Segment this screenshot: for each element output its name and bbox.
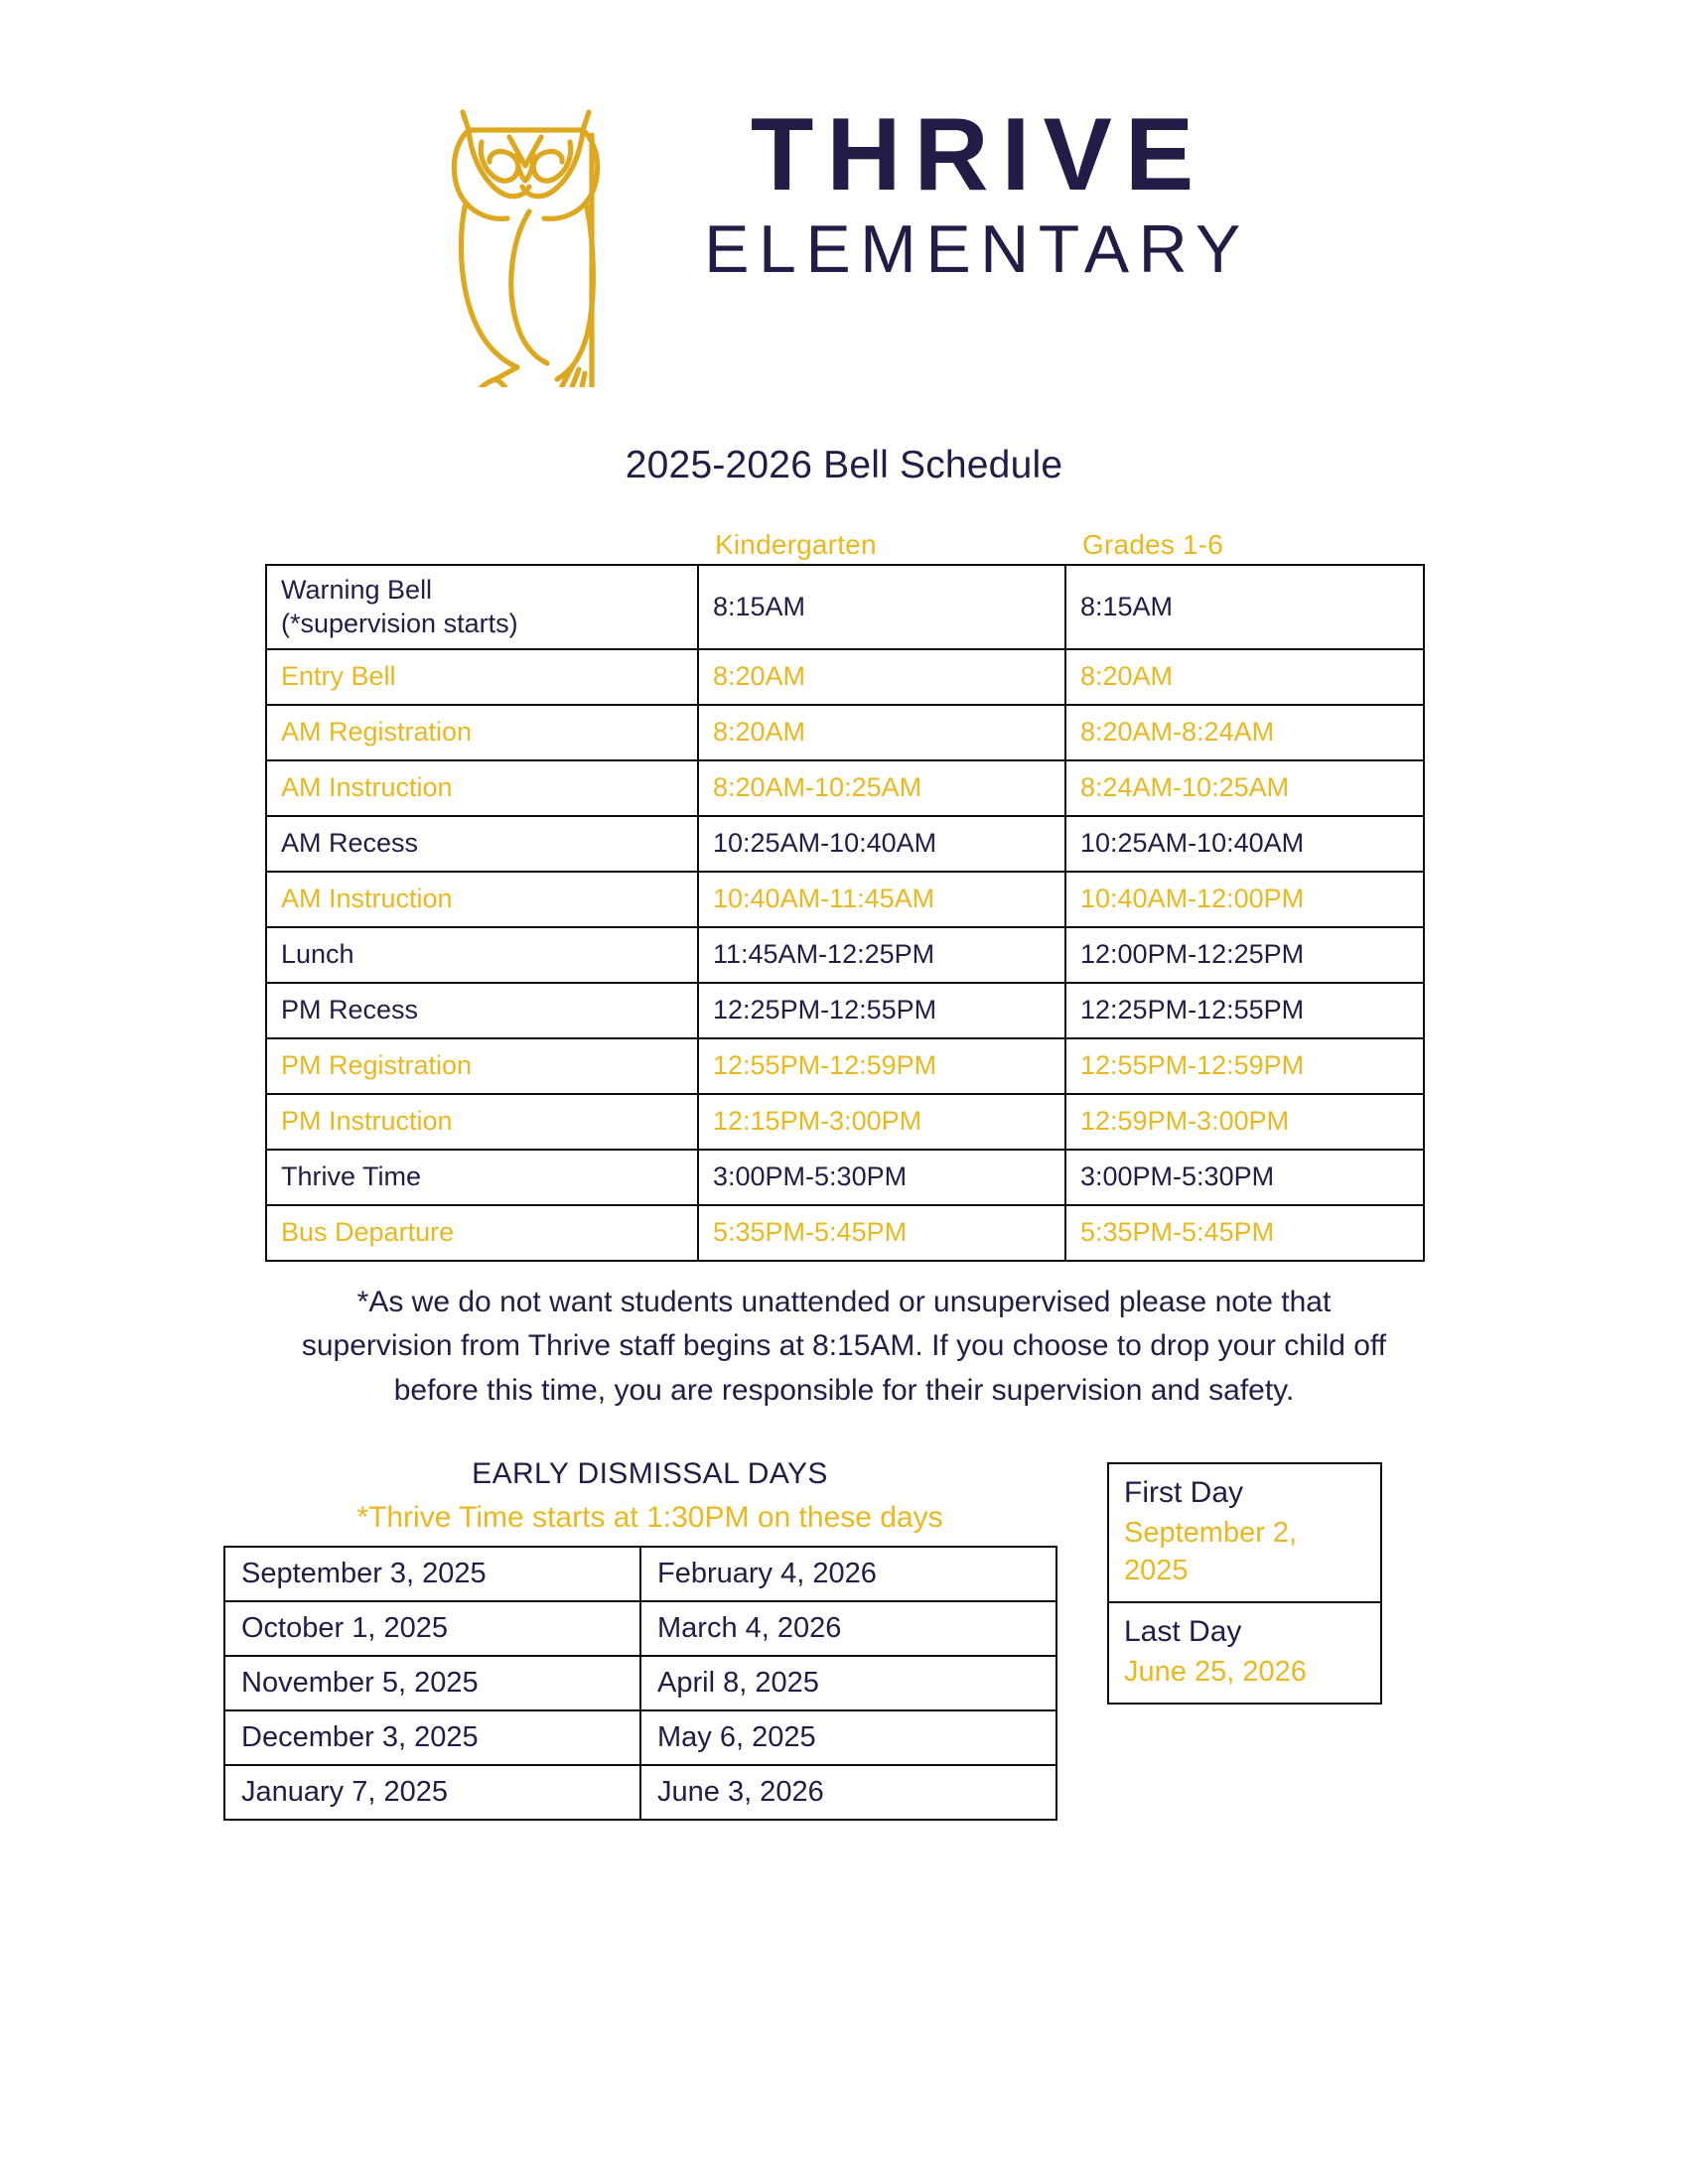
last-day-label: Last Day [1124, 1615, 1242, 1649]
schedule-row-label: AM Recess [266, 816, 698, 872]
term-dates-section [1107, 1462, 1382, 1706]
schedule-row-label-line2: (*supervision starts) [281, 609, 518, 639]
bell-schedule-body [266, 565, 1424, 1261]
schedule-grades-time: 8:24AM-10:25AM [1065, 760, 1424, 816]
schedule-grades-time: 10:25AM-10:40AM [1065, 816, 1424, 872]
table-row [266, 927, 1424, 983]
schedule-kindergarten-time: 12:15PM-3:00PM [698, 1094, 1065, 1150]
table-row [224, 1547, 1056, 1601]
table-row [1108, 1602, 1381, 1704]
dismissal-date: November 5, 2025 [224, 1656, 640, 1710]
supervision-note: *As we do not want students unattended or unsupervised please note that supervision from Thrive staff begins at 8:15AM. If you choose to drop your child off before this time, you are responsible for their supervision and safety. [301, 1285, 1387, 1407]
dismissal-date: January 7, 2025 [224, 1765, 640, 1820]
table-row [266, 1205, 1424, 1261]
schedule-grades-time: 12:59PM-3:00PM [1065, 1094, 1424, 1150]
schedule-row-label: AM Registration [266, 705, 698, 760]
table-row [266, 1094, 1424, 1150]
term-dates-table [1107, 1462, 1382, 1706]
schedule-kindergarten-time: 11:45AM-12:25PM [698, 927, 1065, 983]
table-row [266, 983, 1424, 1038]
schedule-row-label: AM Instruction [266, 760, 698, 816]
first-day-cell [1108, 1463, 1381, 1603]
table-row [266, 705, 1424, 760]
schedule-row-label: Entry Bell [266, 649, 698, 705]
schedule-kindergarten-time: 10:40AM-11:45AM [698, 872, 1065, 927]
dismissal-date: September 3, 2025 [224, 1547, 640, 1601]
table-row [266, 1150, 1424, 1205]
table-row [266, 649, 1424, 705]
early-dismissal-table [223, 1546, 1057, 1821]
schedule-column-headers [265, 521, 1423, 564]
table-row [224, 1601, 1056, 1656]
schedule-kindergarten-time: 8:20AM-10:25AM [698, 760, 1065, 816]
column-header-grades: Grades 1-6 [1082, 529, 1224, 560]
early-dismissal-subtitle: *Thrive Time starts at 1:30PM on these days [356, 1500, 943, 1534]
table-row [1108, 1463, 1381, 1603]
bell-schedule-table [265, 564, 1425, 1262]
schedule-grades-time: 12:00PM-12:25PM [1065, 927, 1424, 983]
table-row [224, 1710, 1056, 1765]
last-day-value: June 25, 2026 [1124, 1656, 1307, 1689]
early-dismissal-title: EARLY DISMISSAL DAYS [472, 1456, 828, 1490]
lower-section [223, 1457, 1465, 1821]
schedule-kindergarten-time: 12:55PM-12:59PM [698, 1038, 1065, 1094]
dismissal-date: December 3, 2025 [224, 1710, 640, 1765]
schedule-grades-time: 8:20AM-8:24AM [1065, 705, 1424, 760]
schedule-row-label: PM Recess [266, 983, 698, 1038]
wordmark [694, 97, 1250, 293]
table-row [266, 565, 1424, 649]
table-row [266, 760, 1424, 816]
column-header-kindergarten: Kindergarten [715, 529, 877, 560]
table-row [266, 872, 1424, 927]
brand-name-primary: THRIVE [750, 97, 1207, 212]
schedule-kindergarten-time: 5:35PM-5:45PM [698, 1205, 1065, 1261]
schedule-row-label: PM Registration [266, 1038, 698, 1094]
early-dismissal-body [224, 1547, 1056, 1820]
last-day-cell [1108, 1602, 1381, 1704]
dismissal-date: October 1, 2025 [224, 1601, 640, 1656]
schedule-row-label: Thrive Time [266, 1150, 698, 1205]
brand-name-secondary: ELEMENTARY [704, 211, 1250, 287]
schedule-row-label [266, 565, 698, 649]
schedule-grades-time: 5:35PM-5:45PM [1065, 1205, 1424, 1261]
schedule-grades-time: 10:40AM-12:00PM [1065, 872, 1424, 927]
dismissal-date: June 3, 2026 [640, 1765, 1056, 1820]
owl-icon [438, 99, 636, 387]
schedule-grades-time: 12:55PM-12:59PM [1065, 1038, 1424, 1094]
bell-schedule-section [265, 521, 1423, 1262]
table-row [224, 1765, 1056, 1820]
schedule-grades-time: 12:25PM-12:55PM [1065, 983, 1424, 1038]
page-title: 2025-2026 Bell Schedule [625, 444, 1063, 486]
term-dates-body [1108, 1463, 1381, 1705]
schedule-kindergarten-time: 8:20AM [698, 705, 1065, 760]
schedule-kindergarten-time: 10:25AM-10:40AM [698, 816, 1065, 872]
table-row [266, 1038, 1424, 1094]
schedule-kindergarten-time: 3:00PM-5:30PM [698, 1150, 1065, 1205]
schedule-row-label: PM Instruction [266, 1094, 698, 1150]
masthead [0, 0, 1688, 387]
dismissal-date: May 6, 2025 [640, 1710, 1056, 1765]
schedule-row-label: Bus Departure [266, 1205, 698, 1261]
table-row [224, 1656, 1056, 1710]
schedule-grades-time: 3:00PM-5:30PM [1065, 1150, 1424, 1205]
schedule-kindergarten-time: 8:20AM [698, 649, 1065, 705]
first-day-label: First Day [1124, 1475, 1243, 1509]
schedule-kindergarten-time: 8:15AM [698, 565, 1065, 649]
dismissal-date: April 8, 2025 [640, 1656, 1056, 1710]
dismissal-date: February 4, 2026 [640, 1547, 1056, 1601]
schedule-row-label-line1: Warning Bell [281, 575, 433, 605]
early-dismissal-section [223, 1457, 1062, 1821]
schedule-kindergarten-time: 12:25PM-12:55PM [698, 983, 1065, 1038]
dismissal-date: March 4, 2026 [640, 1601, 1056, 1656]
table-row [266, 816, 1424, 872]
first-day-value: September 2, 2025 [1124, 1516, 1298, 1586]
schedule-grades-time: 8:20AM [1065, 649, 1424, 705]
schedule-row-label: Lunch [266, 927, 698, 983]
schedule-row-label: AM Instruction [266, 872, 698, 927]
schedule-grades-time: 8:15AM [1065, 565, 1424, 649]
